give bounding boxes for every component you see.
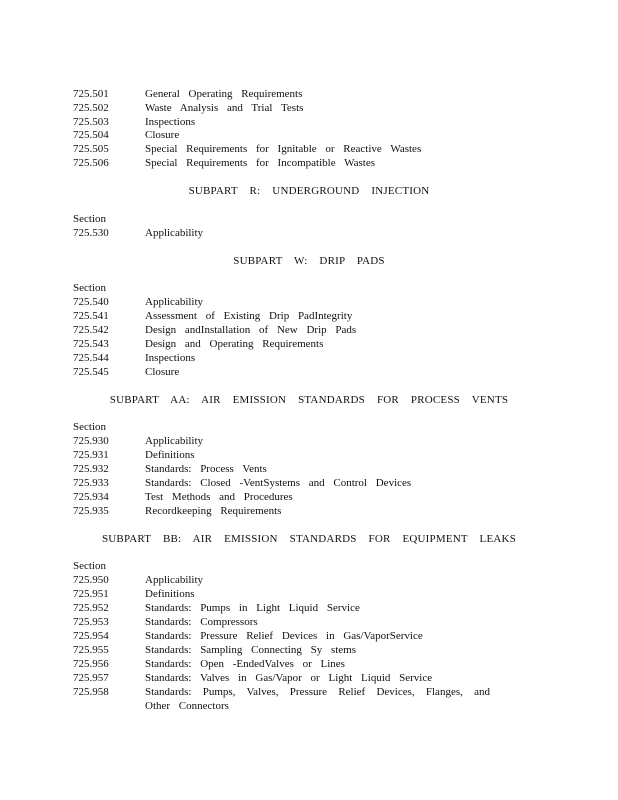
section-number: 725.543 <box>73 338 109 350</box>
section-title: Closure <box>145 366 180 378</box>
section-number: 725.530 <box>73 227 109 239</box>
section-number: 725.955 <box>73 644 109 656</box>
section-title: Definitions <box>145 449 195 461</box>
section-title: Standards: Pressure Relief Devices in Gas/VaporService <box>145 630 423 642</box>
section-number: 725.544 <box>73 352 109 364</box>
section-label: Section <box>73 282 106 294</box>
section-label: Section <box>73 421 106 433</box>
section-number: 725.501 <box>73 88 109 100</box>
section-number: 725.540 <box>73 296 109 308</box>
section-title: Design andInstallation of New Drip Pads <box>145 324 357 336</box>
section-number: 725.932 <box>73 463 109 475</box>
section-title: Definitions <box>145 588 195 600</box>
section-number: 725.934 <box>73 491 109 503</box>
section-number: 725.931 <box>73 449 109 461</box>
section-title: Standards: Open -EndedValves or Lines <box>145 658 345 670</box>
section-title: Waste Analysis and Trial Tests <box>145 102 304 114</box>
section-title: Test Methods and Procedures <box>145 491 293 503</box>
section-number: 725.935 <box>73 505 109 517</box>
subpart-heading: SUBPART AA: AIR EMISSION STANDARDS FOR PROCESS VENTS <box>109 394 509 406</box>
section-number: 725.502 <box>73 102 109 114</box>
section-title: Applicability <box>145 227 204 239</box>
section-title: Applicability <box>145 296 204 308</box>
section-label: Section <box>73 213 106 225</box>
section-title: Assessment of Existing Drip PadIntegrity <box>145 310 353 322</box>
section-number: 725.952 <box>73 602 109 614</box>
section-number: 725.958 <box>73 686 109 698</box>
section-number: 725.506 <box>73 157 109 169</box>
section-title: Applicability <box>145 435 204 447</box>
section-number: 725.956 <box>73 658 109 670</box>
section-title: Closure <box>145 129 180 141</box>
section-label: Section <box>73 560 106 572</box>
subpart-heading: SUBPART R: UNDERGROUND INJECTION <box>188 185 430 197</box>
section-number: 725.503 <box>73 116 109 128</box>
section-number: 725.951 <box>73 588 109 600</box>
section-title: Special Requirements for Ignitable or Reactive Wastes <box>145 143 422 155</box>
section-title: Standards: Sampling Connecting Sy stems <box>145 644 356 656</box>
section-title: Standards: Valves in Gas/Vapor or Light Liquid Service <box>145 672 433 684</box>
section-number: 725.933 <box>73 477 109 489</box>
section-title: Recordkeeping Requirements <box>145 505 282 517</box>
section-title: Standards: Compressors <box>145 616 258 628</box>
section-number: 725.541 <box>73 310 109 322</box>
section-title: Standards: Process Vents <box>145 463 267 475</box>
section-number: 725.954 <box>73 630 109 642</box>
section-title: Special Requirements for Incompatible Wastes <box>145 157 376 169</box>
section-title: General Operating Requirements <box>145 88 303 100</box>
section-number: 725.950 <box>73 574 109 586</box>
section-number: 725.930 <box>73 435 109 447</box>
subpart-heading: SUBPART BB: AIR EMISSION STANDARDS FOR EQUIPMENT LEAKS <box>101 533 517 545</box>
section-number: 725.505 <box>73 143 109 155</box>
section-title: Applicability <box>145 574 204 586</box>
section-title: Standards: Pumps, Valves, Pressure Relief Devices, Flanges, and Other Connectors <box>145 686 490 712</box>
section-number: 725.504 <box>73 129 109 141</box>
section-number: 725.542 <box>73 324 109 336</box>
section-number: 725.957 <box>73 672 109 684</box>
section-title: Standards: Pumps in Light Liquid Service <box>145 602 360 614</box>
section-title: Inspections <box>145 116 196 128</box>
section-title: Inspections <box>145 352 196 364</box>
section-title: Standards: Closed -VentSystems and Control Devices <box>145 477 412 489</box>
subpart-heading: SUBPART W: DRIP PADS <box>233 255 385 267</box>
section-number: 725.545 <box>73 366 109 378</box>
section-title: Design and Operating Requirements <box>145 338 324 350</box>
section-number: 725.953 <box>73 616 109 628</box>
